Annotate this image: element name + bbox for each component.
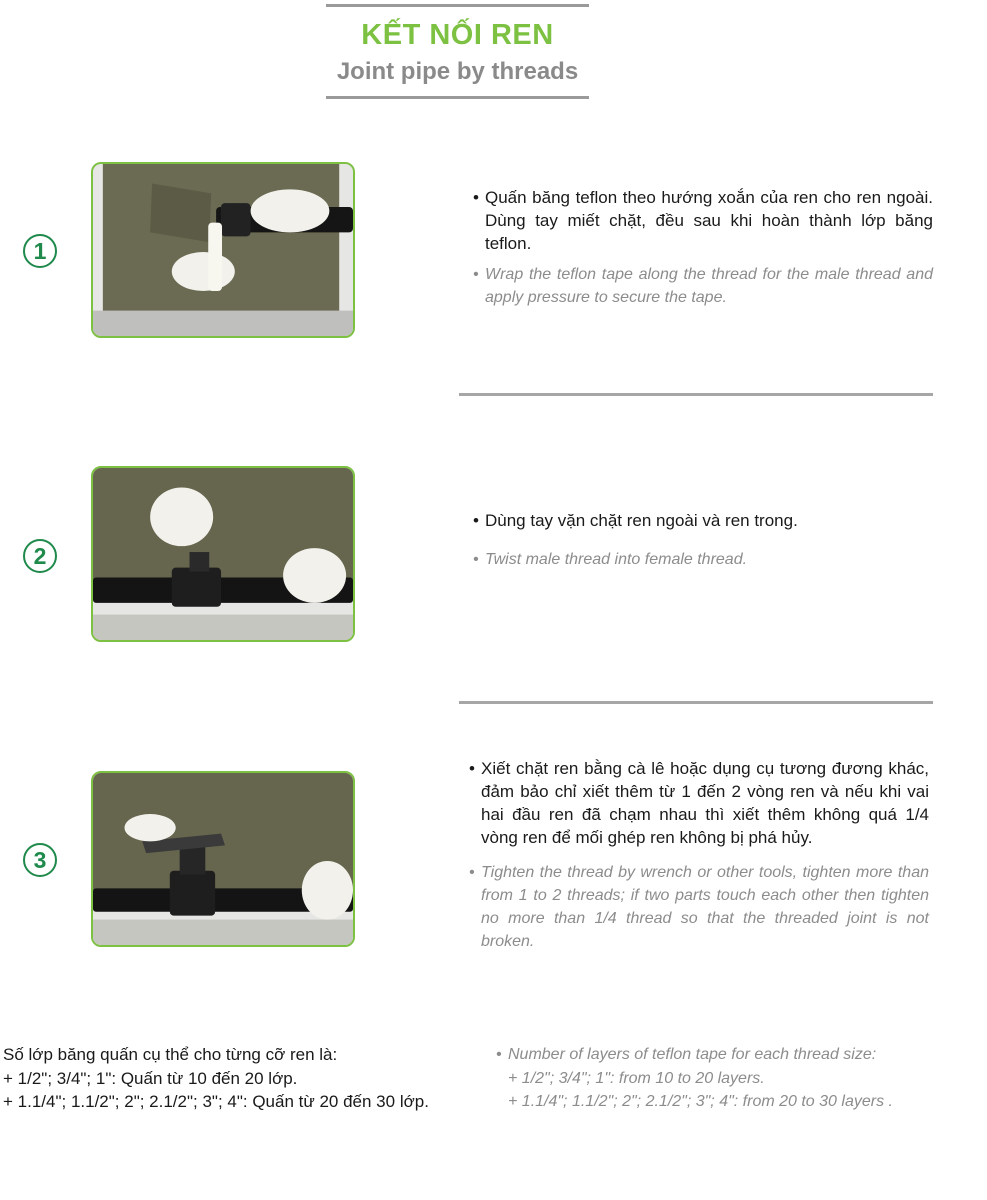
bullet: •	[473, 551, 479, 568]
step-2-en-content: Twist male thread into female thread.	[485, 551, 748, 568]
step-1-text	[473, 186, 933, 309]
bullet: •	[496, 1046, 502, 1063]
page-header	[326, 4, 589, 99]
divider-2	[459, 701, 933, 704]
step-3-en-content: Tighten the thread by wrench or other tools, tighten more than from 1 to 2 threads; if two parts touch each other then tighten no more than 1/4 thread so that the threaded joint is not broken.	[481, 864, 929, 950]
step-2-vi-content: Dùng tay vặn chặt ren ngoài và ren trong.	[485, 511, 798, 530]
bullet: •	[473, 188, 479, 207]
footer-vi	[3, 1043, 473, 1114]
bullet: •	[469, 864, 475, 881]
step-2-photo	[91, 466, 355, 642]
step-2-number: 2	[23, 539, 57, 573]
step-1-text-vi	[473, 186, 933, 255]
footer-en-line-2: + 1/2"; 3/4"; 1": from 10 to 20 layers.	[508, 1069, 765, 1087]
bullet: •	[473, 511, 479, 530]
divider-1	[459, 393, 933, 396]
step-2-text-vi	[473, 509, 933, 532]
step-3-text-vi	[469, 757, 929, 849]
footer-en-line-1	[496, 1043, 956, 1067]
step-1-number: 1	[23, 234, 57, 268]
step-1-text-en	[473, 263, 933, 309]
step-3-text	[469, 757, 929, 953]
footer-vi-line-3: + 1.1/4"; 1.1/2"; 2"; 2.1/2"; 3"; 4": Quấn từ 20 đến 30 lớp.	[3, 1092, 429, 1111]
page-title: KẾT NỐI REN	[361, 19, 554, 51]
step-3-vi-content: Xiết chặt ren bằng cà lê hoặc dụng cụ tương đương khác, đảm bảo chỉ xiết thêm từ 1 đến 2 vòng ren và nếu khi vai hai đầu ren đã chạm nhau thì xiết thêm không quá 1/4 vòng ren để mối ghép ren không bị phá hủy.	[481, 759, 929, 847]
step-1-vi-content: Quấn băng teflon theo hướng xoắn của ren cho ren ngoài. Dùng tay miết chặt, đều sau khi hoàn thành lớp băng teflon.	[485, 188, 933, 253]
step-3-photo	[91, 771, 355, 947]
step-2-text	[473, 509, 933, 571]
bullet: •	[469, 759, 475, 778]
footer-en	[496, 1043, 956, 1114]
footer-en-line-1-text: Number of layers of teflon tape for each thread size:	[508, 1046, 877, 1063]
footer-vi-line-2: + 1/2"; 3/4"; 1": Quấn từ 10 đến 20 lớp.	[3, 1068, 298, 1088]
footer-vi-line-1: Số lớp băng quấn cụ thể cho từng cỡ ren là:	[3, 1045, 338, 1064]
bullet: •	[473, 266, 479, 283]
step-2-text-en	[473, 548, 933, 571]
step-1-photo	[91, 162, 355, 338]
step-3-number: 3	[23, 843, 57, 877]
step-3-text-en	[469, 861, 929, 953]
step-1-en-content: Wrap the teflon tape along the thread for the male thread and apply pressure to secure the tape.	[485, 266, 933, 306]
page-subtitle: Joint pipe by threads	[336, 58, 579, 85]
footer-en-line-3: + 1.1/4"; 1.1/2"; 2"; 2.1/2"; 3"; 4": from 20 to 30 layers .	[508, 1093, 893, 1110]
